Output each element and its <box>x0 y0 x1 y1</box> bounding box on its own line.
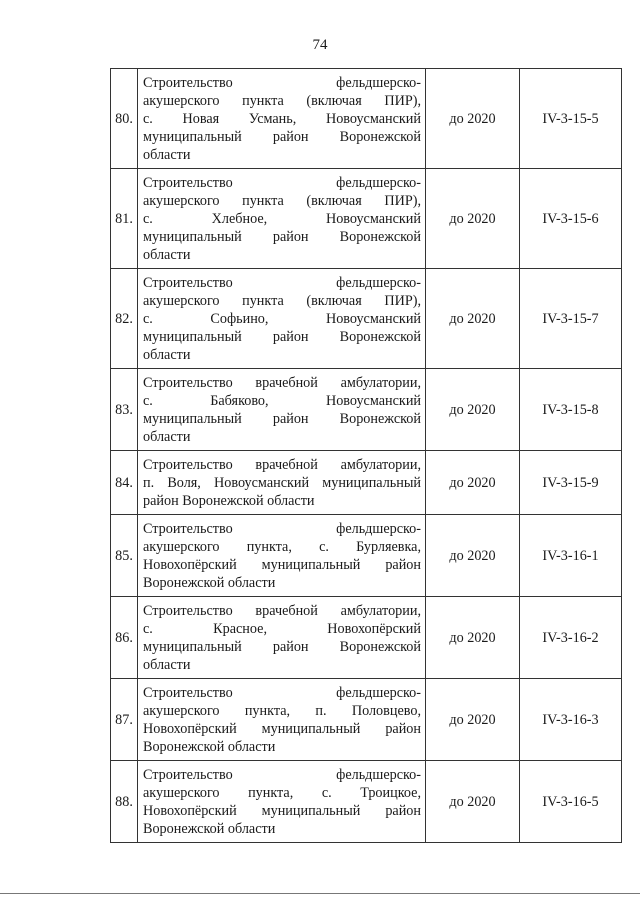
description-line: области <box>143 247 191 263</box>
description-line: акушерского пункта (включая ПИР), <box>143 93 421 109</box>
row-number: 87. <box>111 679 138 761</box>
row-description <box>138 679 426 761</box>
description-line: Новохопёрский муниципальный район <box>143 721 421 737</box>
description-line: Строительство врачебной амбулатории, <box>143 603 421 619</box>
row-code: IV-3-16-3 <box>520 679 622 761</box>
description-line: район Воронежской области <box>143 493 315 509</box>
row-code: IV-3-16-2 <box>520 597 622 679</box>
row-code: IV-3-16-5 <box>520 761 622 843</box>
table-row <box>111 679 622 761</box>
description-line: области <box>143 657 191 673</box>
description-line: Воронежской области <box>143 821 276 837</box>
description-line: Строительство врачебной амбулатории, <box>143 457 421 473</box>
row-code: IV-3-15-5 <box>520 69 622 169</box>
row-number: 81. <box>111 169 138 269</box>
row-code: IV-3-15-6 <box>520 169 622 269</box>
table-row <box>111 761 622 843</box>
table-row <box>111 69 622 169</box>
row-number: 88. <box>111 761 138 843</box>
description-line: Строительство фельдшерско- <box>143 767 421 783</box>
description-line: муниципальный район Воронежской <box>143 411 421 427</box>
table-row <box>111 515 622 597</box>
description-line: Новохопёрский муниципальный район <box>143 803 421 819</box>
table-row <box>111 597 622 679</box>
description-line: с. Хлебное, Новоусманский <box>143 211 421 227</box>
objects-table <box>110 68 622 843</box>
description-line: Строительство фельдшерско- <box>143 685 421 701</box>
row-term: до 2020 <box>426 451 520 515</box>
row-number: 82. <box>111 269 138 369</box>
row-term: до 2020 <box>426 515 520 597</box>
description-line: с. Красное, Новохопёрский <box>143 621 421 637</box>
description-line: Строительство фельдшерско- <box>143 275 421 291</box>
row-description <box>138 269 426 369</box>
row-description <box>138 451 426 515</box>
description-line: муниципальный район Воронежской <box>143 329 421 345</box>
description-line: муниципальный район Воронежской <box>143 129 421 145</box>
table-row <box>111 451 622 515</box>
row-term: до 2020 <box>426 269 520 369</box>
row-number: 86. <box>111 597 138 679</box>
description-line: с. Новая Усмань, Новоусманский <box>143 111 421 127</box>
page-number: 74 <box>312 37 328 53</box>
description-line: области <box>143 147 191 163</box>
row-description <box>138 761 426 843</box>
description-line: п. Воля, Новоусманский муниципальный <box>143 475 421 491</box>
row-term: до 2020 <box>426 169 520 269</box>
row-term: до 2020 <box>426 597 520 679</box>
description-line: акушерского пункта (включая ПИР), <box>143 293 421 309</box>
row-code: IV-3-15-9 <box>520 451 622 515</box>
row-description <box>138 69 426 169</box>
row-term: до 2020 <box>426 369 520 451</box>
row-code: IV-3-15-7 <box>520 269 622 369</box>
description-line: Строительство фельдшерско- <box>143 75 421 91</box>
description-line: муниципальный район Воронежской <box>143 229 421 245</box>
row-term: до 2020 <box>426 679 520 761</box>
row-code: IV-3-16-1 <box>520 515 622 597</box>
row-number: 83. <box>111 369 138 451</box>
description-line: Строительство врачебной амбулатории, <box>143 375 421 391</box>
description-line: Строительство фельдшерско- <box>143 521 421 537</box>
bottom-rule <box>0 893 640 894</box>
table-row <box>111 369 622 451</box>
description-line: акушерского пункта, п. Половцево, <box>143 703 421 719</box>
table-row <box>111 169 622 269</box>
row-description <box>138 369 426 451</box>
description-line: муниципальный район Воронежской <box>143 639 421 655</box>
row-term: до 2020 <box>426 761 520 843</box>
row-description <box>138 515 426 597</box>
description-line: Новохопёрский муниципальный район <box>143 557 421 573</box>
description-line: акушерского пункта, с. Троицкое, <box>143 785 421 801</box>
description-line: акушерского пункта, с. Бурляевка, <box>143 539 421 555</box>
description-line: области <box>143 347 191 363</box>
description-line: Воронежской области <box>143 575 276 591</box>
row-code: IV-3-15-8 <box>520 369 622 451</box>
row-description <box>138 169 426 269</box>
row-number: 85. <box>111 515 138 597</box>
row-description <box>138 597 426 679</box>
description-line: области <box>143 429 191 445</box>
description-line: акушерского пункта (включая ПИР), <box>143 193 421 209</box>
description-line: Воронежской области <box>143 739 276 755</box>
description-line: с. Софьино, Новоусманский <box>143 311 421 327</box>
description-line: с. Бабяково, Новоусманский <box>143 393 421 409</box>
description-line: Строительство фельдшерско- <box>143 175 421 191</box>
table-row <box>111 269 622 369</box>
row-number: 80. <box>111 69 138 169</box>
row-number: 84. <box>111 451 138 515</box>
row-term: до 2020 <box>426 69 520 169</box>
